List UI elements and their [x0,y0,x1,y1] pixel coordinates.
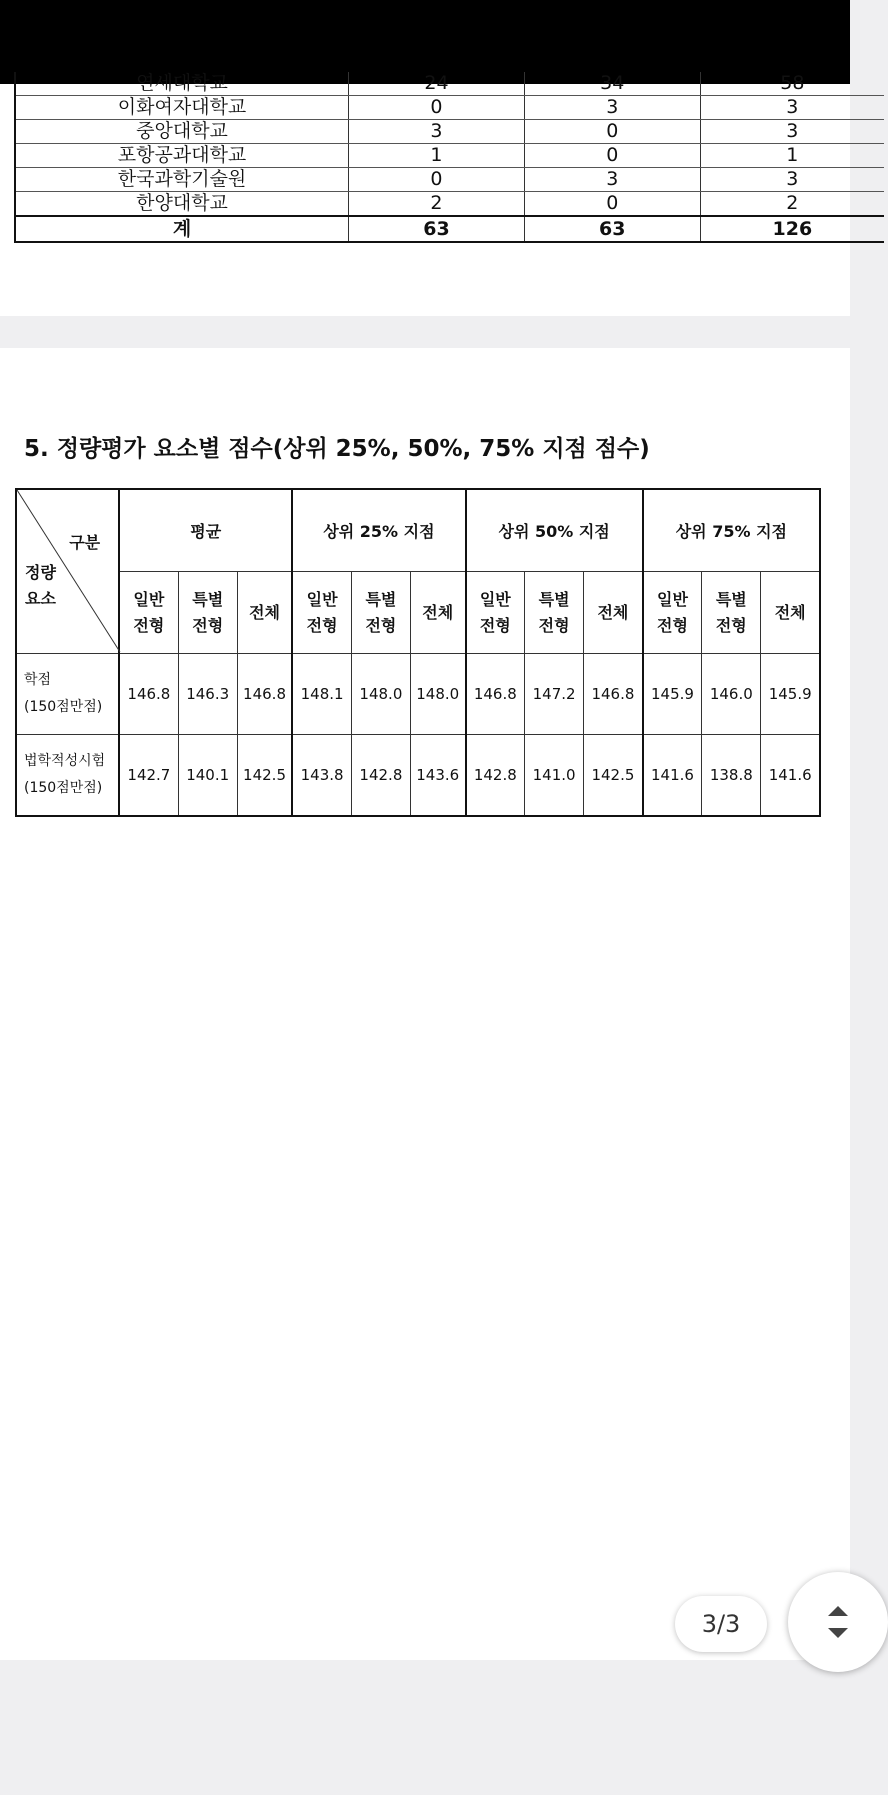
sub-header-general [466,572,525,654]
sub-header-general-line-2: 전형 [657,615,688,635]
fast-scroll-button[interactable] [788,1572,888,1672]
sub-header-row [16,572,820,654]
sub-header-general-line-2: 전형 [479,615,511,635]
score-cell: 145.9 [643,654,702,735]
sub-header-general [119,572,178,654]
row-header [16,654,119,735]
sub-header-total [584,572,643,654]
sub-header-total [761,572,820,654]
sub-header-special [351,572,410,654]
score-cell: 143.8 [292,735,351,817]
score-cell: 146.0 [702,654,761,735]
page-indicator: 3/3 [675,1596,767,1652]
sub-header-special [178,572,237,654]
count-cell: 3 [700,120,884,144]
sub-header-special-line-1: 특별 [715,589,747,609]
sub-header-special [525,572,584,654]
sub-header-general-line-1: 일반 [133,589,165,609]
table-row [15,120,884,144]
count-cell: 0 [349,96,525,120]
row-header-name: 학점 [24,672,52,689]
count-cell: 2 [700,192,884,217]
count-cell: 3 [700,168,884,192]
score-table [15,488,821,817]
corner-label-yoso [25,560,56,611]
school-name-cell: 연세대학교 [15,72,349,96]
total-count-cell: 126 [700,216,884,242]
pdf-page-2 [0,72,850,316]
count-cell: 34 [524,72,700,96]
count-cell: 0 [524,144,700,168]
total-row [15,216,884,242]
row-header-max-score: (150점만점) [24,699,103,715]
row-header-max-score: (150점만점) [24,780,103,796]
count-cell: 3 [524,168,700,192]
table-corner-header [16,489,119,654]
table-row [16,654,820,735]
count-cell: 3 [700,96,884,120]
count-cell: 0 [524,192,700,217]
count-cell: 2 [349,192,525,217]
score-cell: 142.7 [119,735,178,817]
sub-header-total [237,572,292,654]
sub-header-general-line-1: 일반 [306,589,338,609]
school-name-cell: 중앙대학교 [15,120,349,144]
school-name-cell: 포항공과대학교 [15,144,349,168]
corner-label-gubun: 구분 [69,533,101,552]
sub-header-total-line-1: 전체 [597,602,629,622]
score-cell: 142.5 [584,735,643,817]
school-name-cell: 한국과학기술원 [15,168,349,192]
score-cell: 142.8 [351,735,410,817]
score-cell: 148.1 [292,654,351,735]
sub-header-general-line-1: 일반 [479,589,511,609]
sub-header-general-line-2: 전형 [133,615,165,635]
score-cell: 146.3 [178,654,237,735]
count-cell: 0 [524,120,700,144]
score-cell: 143.6 [410,735,465,817]
sub-header-special-line-2: 전형 [365,615,397,635]
group-header-average: 평균 [119,489,292,572]
score-cell: 142.8 [466,735,525,817]
pdf-page-3 [0,348,850,1660]
score-cell: 142.5 [237,735,292,817]
score-cell: 141.6 [761,735,820,817]
score-cell: 141.6 [643,735,702,817]
corner-label-line-1: 정량 [25,563,56,582]
sub-header-total-line-1: 전체 [422,602,454,622]
score-cell: 141.0 [525,735,584,817]
sub-header-special-line-1: 특별 [538,589,570,609]
score-cell: 146.8 [466,654,525,735]
count-cell: 0 [349,168,525,192]
sub-header-special-line-2: 전형 [538,615,570,635]
table-row [15,168,884,192]
score-cell: 148.0 [351,654,410,735]
sub-header-general [643,572,702,654]
score-cell: 138.8 [702,735,761,817]
row-header-name: 법학적성시험 [24,753,106,770]
sub-header-general-line-1: 일반 [657,589,688,609]
count-cell: 58 [700,72,884,96]
group-header-top75: 상위 75% 지점 [643,489,820,572]
sub-header-special-line-2: 전형 [715,615,747,635]
sub-header-general-line-2: 전형 [306,615,338,635]
table-row [15,144,884,168]
enrollment-table [14,72,884,243]
sub-header-total [410,572,465,654]
table-row [15,96,884,120]
school-name-cell: 한양대학교 [15,192,349,217]
corner-label-line-2: 요소 [25,588,56,608]
sub-header-total-line-1: 전체 [774,602,806,622]
score-cell: 140.1 [178,735,237,817]
sub-header-total-line-1: 전체 [249,602,280,622]
school-name-cell: 이화여자대학교 [15,96,349,120]
score-cell: 146.8 [237,654,292,735]
table-row [15,192,884,217]
total-count-cell: 63 [524,216,700,242]
sub-header-special-line-1: 특별 [192,589,224,609]
count-cell: 3 [524,96,700,120]
sub-header-general [292,572,351,654]
up-down-arrows-icon [818,1602,858,1642]
sub-header-special [702,572,761,654]
total-count-cell: 63 [349,216,525,242]
score-cell: 147.2 [525,654,584,735]
sub-header-special-line-1: 특별 [365,589,397,609]
score-cell: 146.8 [119,654,178,735]
group-header-top25: 상위 25% 지점 [292,489,465,572]
count-cell: 1 [700,144,884,168]
score-cell: 145.9 [761,654,820,735]
count-cell: 3 [349,120,525,144]
row-header [16,735,119,817]
count-cell: 1 [349,144,525,168]
sub-header-special-line-2: 전형 [192,615,224,635]
table-row [16,735,820,817]
total-label-cell: 계 [15,216,349,242]
score-cell: 148.0 [410,654,465,735]
score-cell: 146.8 [584,654,643,735]
group-header-top50: 상위 50% 지점 [466,489,643,572]
section-title: 5. 정량평가 요소별 점수(상위 25%, 50%, 75% 지점 점수) [24,436,650,462]
count-cell: 24 [349,72,525,96]
table-row [15,72,884,96]
